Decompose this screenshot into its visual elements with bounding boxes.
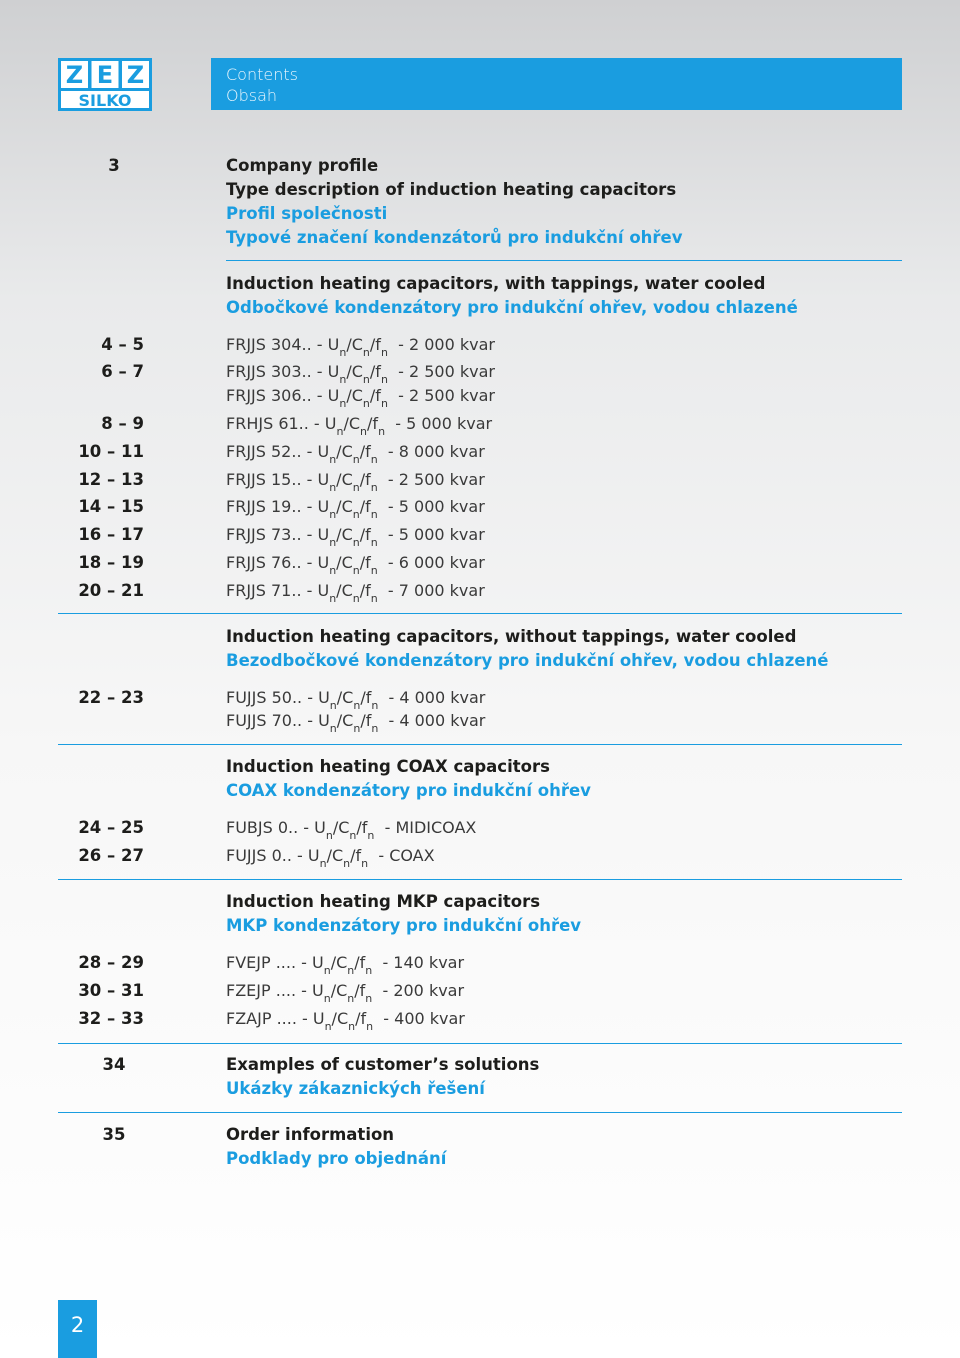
divider bbox=[58, 1043, 902, 1044]
divider bbox=[58, 613, 902, 614]
zez-silko-logo bbox=[58, 58, 152, 111]
item-code: FUJJS 0.. - U bbox=[226, 846, 320, 865]
section-title-cz: COAX kondenzátory pro indukční ohřev bbox=[226, 781, 591, 800]
section-title-en: Induction heating capacitors, with tappings, water cooled bbox=[226, 274, 766, 293]
item-rating: - 8 000 kvar bbox=[387, 442, 485, 461]
section-title-cz: Bezodbočkové kondenzátory pro indukční ohřev, vodou chlazené bbox=[226, 651, 829, 670]
section-title-en: Induction heating capacitors, without tappings, water cooled bbox=[226, 627, 797, 646]
entry-title-cz: Ukázky zákaznických řešení bbox=[226, 1079, 485, 1098]
item-rating: - 140 kvar bbox=[382, 953, 465, 972]
page-number: 2 bbox=[58, 1300, 97, 1358]
item-rating: - 6 000 kvar bbox=[387, 553, 485, 572]
page-ref: 3 bbox=[108, 156, 120, 175]
entry-title-en: Type description of induction heating capacitors bbox=[226, 180, 677, 199]
item-code: FRJJS 304.. - U bbox=[226, 335, 340, 354]
section-title-en: Induction heating COAX capacitors bbox=[226, 757, 550, 776]
page-ref: 22 – 23 bbox=[78, 688, 144, 707]
item-code: FUJJS 70.. - U bbox=[226, 711, 330, 730]
item-code: FRHJS 61.. - U bbox=[226, 414, 337, 433]
item-rating: - 7 000 kvar bbox=[387, 581, 485, 600]
section-title-cz: MKP kondenzátory pro indukční ohřev bbox=[226, 916, 582, 935]
entry-title-en: Company profile bbox=[226, 156, 379, 175]
entry-title-cz: Podklady pro objednání bbox=[226, 1149, 447, 1168]
item-rating: - COAX bbox=[378, 846, 435, 865]
svg-text:Z: Z bbox=[65, 61, 84, 89]
item-code: FUBJS 0.. - U bbox=[226, 818, 326, 837]
item-code: FRJJS 19.. - U bbox=[226, 497, 330, 516]
page-ref: 4 – 5 bbox=[101, 335, 144, 354]
item-rating: - 2 500 kvar bbox=[387, 470, 485, 489]
page-ref: 24 – 25 bbox=[78, 818, 144, 837]
section-title-cz: Odbočkové kondenzátory pro indukční ohřev, vodou chlazené bbox=[226, 298, 798, 317]
page-ref: 16 – 17 bbox=[78, 525, 144, 544]
entry-title-cz: Profil společnosti bbox=[226, 204, 388, 223]
page-ref: 12 – 13 bbox=[78, 470, 144, 489]
section-title-en: Induction heating MKP capacitors bbox=[226, 892, 541, 911]
page-ref: 32 – 33 bbox=[78, 1009, 144, 1028]
item-rating: - 200 kvar bbox=[382, 981, 465, 1000]
divider bbox=[58, 879, 902, 880]
item-code: FZAJP .... - U bbox=[226, 1009, 325, 1028]
item-rating: - 5 000 kvar bbox=[387, 525, 485, 544]
divider bbox=[58, 744, 902, 745]
page-ref: 30 – 31 bbox=[78, 981, 144, 1000]
contents-title-en: Contents bbox=[226, 65, 298, 84]
page-ref: 34 bbox=[102, 1055, 126, 1074]
page-ref: 35 bbox=[102, 1125, 126, 1144]
svg-text:SILKO: SILKO bbox=[78, 91, 132, 110]
page-ref: 20 – 21 bbox=[78, 581, 144, 600]
item-code: FVEJP .... - U bbox=[226, 953, 324, 972]
item-rating: - 2 000 kvar bbox=[398, 335, 495, 354]
item-code: FUJJS 50.. - U bbox=[226, 688, 330, 707]
item-rating: - 2 500 kvar bbox=[398, 386, 495, 405]
item-rating: - 400 kvar bbox=[383, 1009, 465, 1028]
entry-title-en: Order information bbox=[226, 1125, 395, 1144]
page-ref: 14 – 15 bbox=[78, 497, 144, 516]
page-ref: 6 – 7 bbox=[101, 362, 144, 381]
page-ref: 8 – 9 bbox=[101, 414, 144, 433]
page-ref: 28 – 29 bbox=[78, 953, 144, 972]
item-code: FRJJS 306.. - U bbox=[226, 386, 340, 405]
item-rating: - 4 000 kvar bbox=[388, 711, 486, 730]
page-ref: 18 – 19 bbox=[78, 553, 144, 572]
item-rating: - 5 000 kvar bbox=[387, 497, 485, 516]
item-code: FRJJS 71.. - U bbox=[226, 581, 330, 600]
item-rating: - 2 500 kvar bbox=[398, 362, 495, 381]
divider bbox=[226, 260, 902, 261]
item-code: FRJJS 15.. - U bbox=[226, 470, 330, 489]
contents-title-cz: Obsah bbox=[226, 86, 278, 105]
item-code: FZEJP .... - U bbox=[226, 981, 324, 1000]
item-rating: - 4 000 kvar bbox=[388, 688, 486, 707]
svg-text:Z: Z bbox=[126, 61, 145, 89]
contents-banner bbox=[211, 58, 902, 110]
item-rating: - 5 000 kvar bbox=[395, 414, 493, 433]
divider bbox=[58, 1112, 902, 1113]
item-code: FRJJS 303.. - U bbox=[226, 362, 340, 381]
entry-title-en: Examples of customer’s solutions bbox=[226, 1055, 540, 1074]
item-code: FRJJS 73.. - U bbox=[226, 525, 330, 544]
item-code: FRJJS 76.. - U bbox=[226, 553, 330, 572]
page-ref: 26 – 27 bbox=[78, 846, 144, 865]
item-code: FRJJS 52.. - U bbox=[226, 442, 330, 461]
item-rating: - MIDICOAX bbox=[384, 818, 477, 837]
page-ref: 10 – 11 bbox=[78, 442, 144, 461]
svg-text:E: E bbox=[96, 61, 114, 89]
entry-title-cz: Typové značení kondenzátorů pro indukční ohřev bbox=[226, 228, 683, 247]
